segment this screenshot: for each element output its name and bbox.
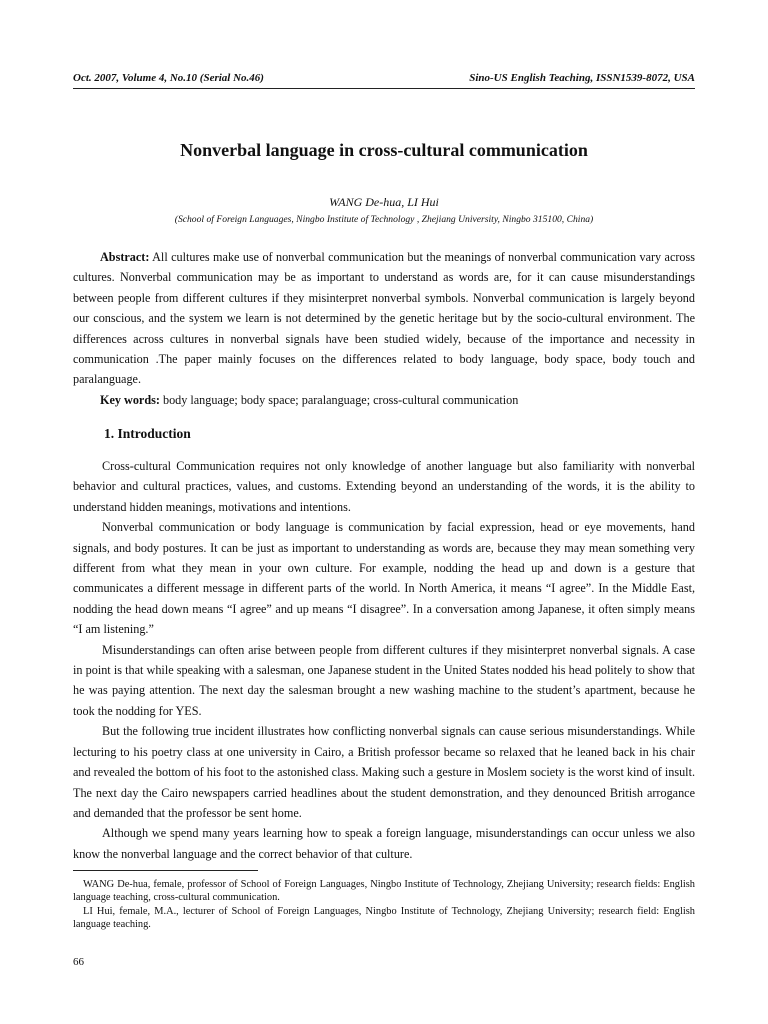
footnote: WANG De-hua, female, professor of School of Foreign Languages, Ningbo Institute of Technology, Zhejiang University; research fields: English language teaching, cross-cultural communication. <box>73 879 695 904</box>
footnote-divider <box>73 870 258 871</box>
running-header <box>73 72 695 89</box>
keywords-paragraph <box>73 390 695 410</box>
journal-issue: Oct. 2007, Volume 4, No.10 (Serial No.46) <box>73 72 264 84</box>
keywords-label: Key words: <box>100 392 160 407</box>
abstract-block <box>73 247 695 410</box>
paragraph: Nonverbal communication or body language is communication by facial expression, head or eye movements, hand signals, and body postures. It can be just as important to understanding as words are, because they may mean something very different from what they mean in your own culture. For example, nodding the head up and down is a gesture that communicates a different message in different parts of the world. In North America, it means “I agree”. In the Middle East, nodding the head down means “I agree” and up means “I disagree”. In a conversation among Japanese, it often simply means “I am listening.” <box>73 520 695 637</box>
footnote: LI Hui, female, M.A., lecturer of School of Foreign Languages, Ningbo Institute of Technology, Zhejiang University; research field: English language teaching. <box>73 905 695 930</box>
keywords-text: body language; body space; paralanguage; cross-cultural communication <box>159 392 519 407</box>
section-heading: 1. Introduction <box>104 426 191 441</box>
abstract-label: Abstract: <box>100 250 150 264</box>
paragraph: Cross-cultural Communication requires not only knowledge of another language but also familiarity with nonverbal behavior and cultural practices, values, and customs. Extending beyond an understanding of the words, it is the ability to understand hidden meanings, motivations and intentions. <box>73 459 695 514</box>
authors: WANG De-hua, LI Hui <box>329 195 439 209</box>
paper-title: Nonverbal language in cross-cultural communication <box>180 140 588 160</box>
paragraph: Although we spend many years learning how to speak a foreign language, misunderstandings can occur unless we also know the nonverbal language and the correct behavior of that culture. <box>73 826 695 861</box>
journal-name: Sino-US English Teaching, ISSN1539-8072, USA <box>469 72 695 84</box>
abstract-paragraph <box>73 247 695 390</box>
paragraph: Misunderstandings can often arise between people from different cultures if they misinterpret nonverbal signals. A case in point is that while speaking with a salesman, one Japanese student in the United States nodded his head politely to show that he was paying attention. The next day the salesman brought a new washing machine to the student’s apartment, because he took the nodding for YES. <box>73 642 695 718</box>
paragraph: But the following true incident illustrates how conflicting nonverbal signals can cause serious misunderstandings. While lecturing to his poetry class at one university in Cairo, a British professor became so relaxed that he leaned back in his chair and revealed the bottom of his foot to the astonished class. Making such a gesture in Moslem society is the worst kind of insult. The next day the Cairo newspapers carried headlines about the student demonstration, and they denounced British arrogance and demanded that the professor be sent home. <box>73 724 695 820</box>
affiliation: (School of Foreign Languages, Ningbo Institute of Technology , Zhejiang University, Ningbo 315100, China) <box>174 214 594 225</box>
footnotes <box>73 878 695 931</box>
page-number: 66 <box>73 956 84 968</box>
introduction-body <box>73 456 695 864</box>
abstract-text: All cultures make use of nonverbal communication but the meanings of nonverbal communication vary across cultures. Nonverbal communication may be as important to understand as words are, for it can cause misunderstandings between people from different cultures if they misinterpret nonverbal symbols. Nonverbal communication is largely beyond our conscious, and the system we learn is not determined by the genetic heritage but by the socio-cultural environment. The differences across cultures in nonverbal signals have been studied widely, because of the importance and necessity in communication .The paper mainly focuses on the differences related to body language, body space, body touch and paralanguage. <box>73 250 695 387</box>
